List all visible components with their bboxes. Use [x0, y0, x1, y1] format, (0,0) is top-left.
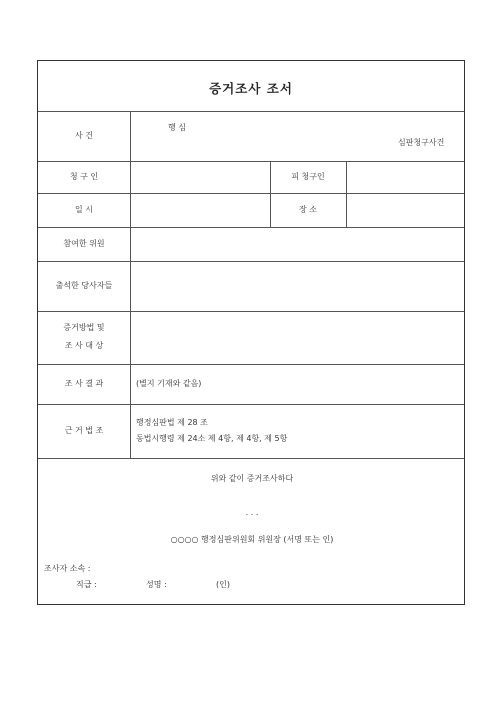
- form-title: 증거조사 조서: [209, 81, 293, 96]
- row-divider: [38, 193, 464, 194]
- place-label: 장 소: [299, 205, 317, 214]
- parties-label: 출석한 당사자들: [55, 281, 113, 290]
- row-divider: [38, 404, 464, 405]
- row-divider: [38, 111, 464, 112]
- case-suffix: 심판청구사건: [398, 138, 445, 147]
- claimant-label: 청 구 인: [69, 172, 99, 181]
- case-type: 행 심: [168, 123, 186, 132]
- date-placeholder: . . .: [245, 508, 259, 517]
- label-column-divider: [130, 111, 131, 458]
- result-label: 조 사 결 과: [64, 379, 104, 388]
- case-label: 사 건: [75, 131, 93, 140]
- row-divider: [38, 458, 464, 459]
- position-label: 직급 :: [76, 580, 97, 589]
- method-label-line1: 증거방법 및: [63, 323, 105, 332]
- law-line-1: 행정심판법 제 28 조: [136, 418, 208, 427]
- investigator-affiliation: 조사자 소속 :: [44, 564, 91, 573]
- row-divider: [38, 311, 464, 312]
- members-label: 참여한 위원: [63, 239, 105, 248]
- row-divider: [38, 161, 464, 162]
- respondent-label: 피 청구인: [291, 172, 325, 181]
- mid-column-divider: [270, 161, 271, 227]
- signature-line: ○○○○ 행정심판위원회 위원장 (서명 또는 인): [170, 535, 334, 544]
- row-divider: [38, 364, 464, 365]
- seal-mark: (인): [216, 580, 230, 589]
- name-label: 성명 :: [146, 580, 167, 589]
- row-divider: [38, 227, 464, 228]
- mid-column-divider: [346, 161, 347, 227]
- result-value: (별지 기재와 같음): [136, 379, 202, 388]
- law-label: 근 거 법 조: [64, 426, 104, 435]
- date-label: 일 시: [75, 205, 93, 214]
- law-line-2: 동법시행령 제 24소 제 4항, 제 4항, 제 5항: [136, 434, 288, 443]
- statement-text: 위와 같이 증거조사하다: [210, 474, 294, 483]
- form-frame: [37, 60, 465, 605]
- method-label-line2: 조 사 대 상: [64, 341, 104, 350]
- row-divider: [38, 261, 464, 262]
